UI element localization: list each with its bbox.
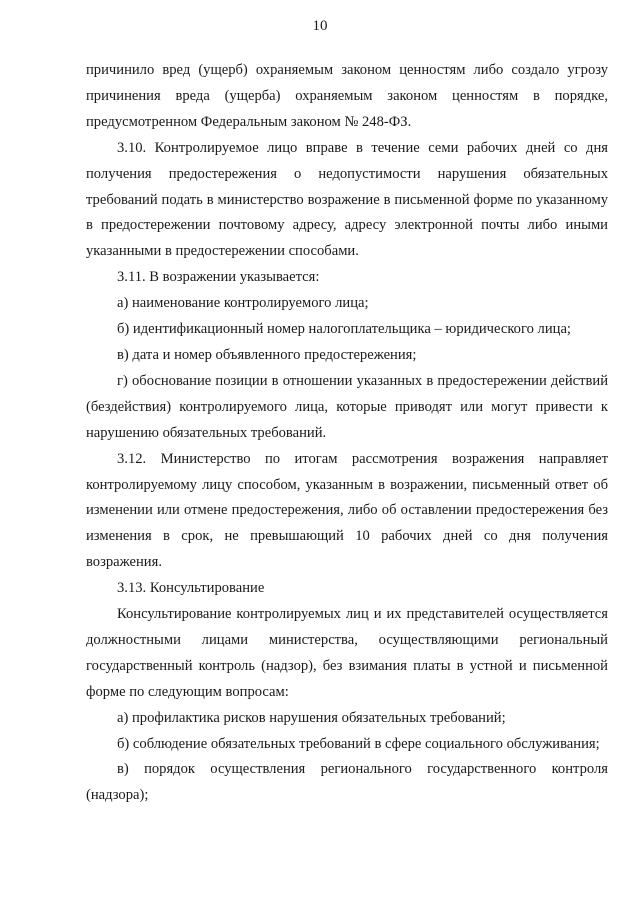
list-item-b: б) идентификационный номер налогоплательщика – юридического лица; bbox=[117, 321, 571, 338]
document-body bbox=[86, 58, 608, 809]
paragraph-3-11: 3.11. В возражении указывается: bbox=[117, 269, 320, 286]
list-item-g: г) обоснование позиции в отношении указанных в предостережении действий (бездействия) контролируемого лица, которые приводят или могут привести к нарушению обязательных требований. bbox=[86, 372, 608, 441]
list-item-v: в) дата и номер объявленного предостережения; bbox=[117, 346, 417, 363]
page-number: 10 bbox=[312, 18, 328, 34]
section-heading-3-13: 3.13. Консультирование bbox=[117, 580, 265, 597]
paragraph-continuation: причинило вред (ущерб) охраняемым законом ценностям либо создало угрозу причинения вреда (ущерба) охраняемым законом ценностям в порядке, предусмотренном Федеральным законом № 248-ФЗ. bbox=[86, 62, 608, 130]
consult-item-a: а) профилактика рисков нарушения обязательных требований; bbox=[117, 709, 506, 726]
list-item-a: а) наименование контролируемого лица; bbox=[117, 295, 369, 312]
paragraph-3-10: 3.10. Контролируемое лицо вправе в течение семи рабочих дней со дня получения предостережения о недопустимости нарушения обязательных требований подать в министерство возражение в письменной форме по указанному в предостережении почтовому адресу, адресу электронной почты либо иными указанными в предостережении способами. bbox=[86, 139, 608, 260]
consult-item-v: в) порядок осуществления регионального государственного контроля (надзора); bbox=[86, 761, 608, 804]
consult-item-b: б) соблюдение обязательных требований в сфере социального обслуживания; bbox=[117, 735, 600, 752]
paragraph-consulting: Консультирование контролируемых лиц и их представителей осуществляется должностными лицами министерства, осуществляющими региональный государственный контроль (надзор), без взимания платы в устной и письменной форме по следующим вопросам: bbox=[86, 606, 608, 700]
paragraph-3-12: 3.12. Министерство по итогам рассмотрения возражения направляет контролируемому лицу способом, указанным в возражении, письменный ответ об изменении или отмене предостережения, либо об оставлении предостережения без изменения в срок, не превышающий 10 рабочих дней со дня получения возражения. bbox=[86, 450, 608, 571]
